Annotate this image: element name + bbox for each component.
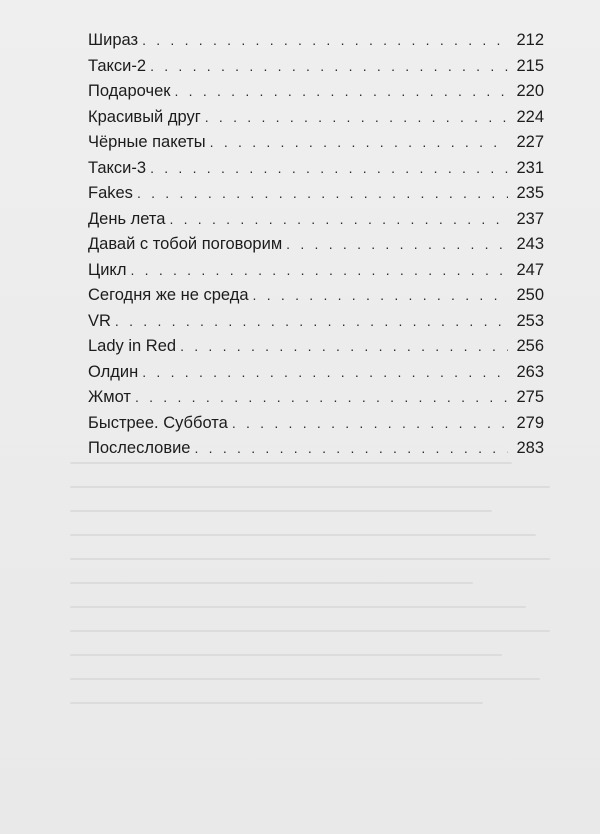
dot-leader (232, 416, 508, 430)
toc-entry-page: 283 (516, 439, 544, 457)
toc-entry-title: Цикл (88, 260, 127, 279)
toc-entry-page: 212 (516, 31, 544, 49)
toc-entry-title: Такси-2 (88, 56, 147, 75)
toc-entry-title: Красивый друг (88, 107, 201, 126)
toc-entry (88, 312, 544, 338)
toc-entry-page: 250 (516, 286, 544, 304)
dot-leader (150, 161, 508, 175)
toc-entry-title: Шираз (88, 31, 139, 49)
toc-entry-title: День лета (88, 209, 166, 228)
toc-entry-page: 227 (516, 133, 544, 151)
dot-leader (142, 365, 508, 379)
toc-entry-title: Чёрные пакеты (88, 133, 206, 151)
toc-entry-page: 231 (516, 158, 544, 177)
toc-entry (88, 210, 544, 236)
toc-entry (88, 439, 544, 465)
toc-entry (88, 388, 544, 414)
toc-entry (88, 414, 544, 440)
toc-entry (88, 363, 544, 389)
toc-entry-title: Fakes (88, 184, 133, 202)
toc-entry-page: 256 (516, 337, 544, 355)
toc-entry (88, 31, 544, 57)
dot-leader (205, 110, 508, 124)
dot-leader (150, 59, 508, 73)
dot-leader (210, 135, 508, 149)
toc-entry-page: 247 (516, 260, 544, 279)
toc-entry-page: 263 (516, 362, 544, 381)
toc-entry-title: Олдин (88, 362, 139, 381)
toc-entry-title: Послесловие (88, 439, 191, 457)
toc-entry-page: 243 (516, 235, 544, 253)
toc-entry (88, 337, 544, 363)
dot-leader (286, 237, 508, 251)
dot-leader (115, 314, 508, 328)
toc-entry-page: 215 (516, 56, 544, 75)
dot-leader (130, 263, 508, 277)
dot-leader (195, 441, 509, 455)
dot-leader (135, 390, 508, 404)
toc-entry (88, 133, 544, 159)
toc-entry (88, 261, 544, 287)
toc-entry-title: Сегодня же не среда (88, 286, 249, 304)
toc-entry-page: 253 (516, 311, 544, 330)
toc-entry-title: VR (88, 311, 111, 330)
toc-entry-page: 220 (516, 82, 544, 100)
show-through-shadow (70, 462, 550, 762)
toc-entry-title: Быстрее. Суббота (88, 413, 228, 432)
toc-entry (88, 286, 544, 312)
toc-entry-page: 275 (516, 388, 544, 406)
toc-entry-page: 224 (516, 107, 544, 126)
toc-entry-title: Lady in Red (88, 337, 177, 355)
toc-entry (88, 57, 544, 83)
toc-entry (88, 108, 544, 134)
toc-entry-title: Подарочек (88, 82, 171, 100)
table-of-contents (88, 31, 544, 465)
toc-entry (88, 159, 544, 185)
toc-entry-title: Жмот (88, 388, 131, 406)
toc-entry-title: Давай с тобой поговорим (88, 235, 283, 253)
dot-leader (174, 84, 508, 98)
dot-leader (169, 212, 508, 226)
dot-leader (142, 33, 508, 47)
toc-entry-page: 235 (516, 184, 544, 202)
toc-entry-page: 279 (516, 413, 544, 432)
toc-entry-page: 237 (516, 209, 544, 228)
toc-entry (88, 82, 544, 108)
dot-leader (137, 186, 508, 200)
toc-entry (88, 235, 544, 261)
dot-leader (253, 288, 508, 302)
toc-entry-title: Такси-3 (88, 158, 147, 177)
dot-leader (180, 339, 508, 353)
toc-entry (88, 184, 544, 210)
